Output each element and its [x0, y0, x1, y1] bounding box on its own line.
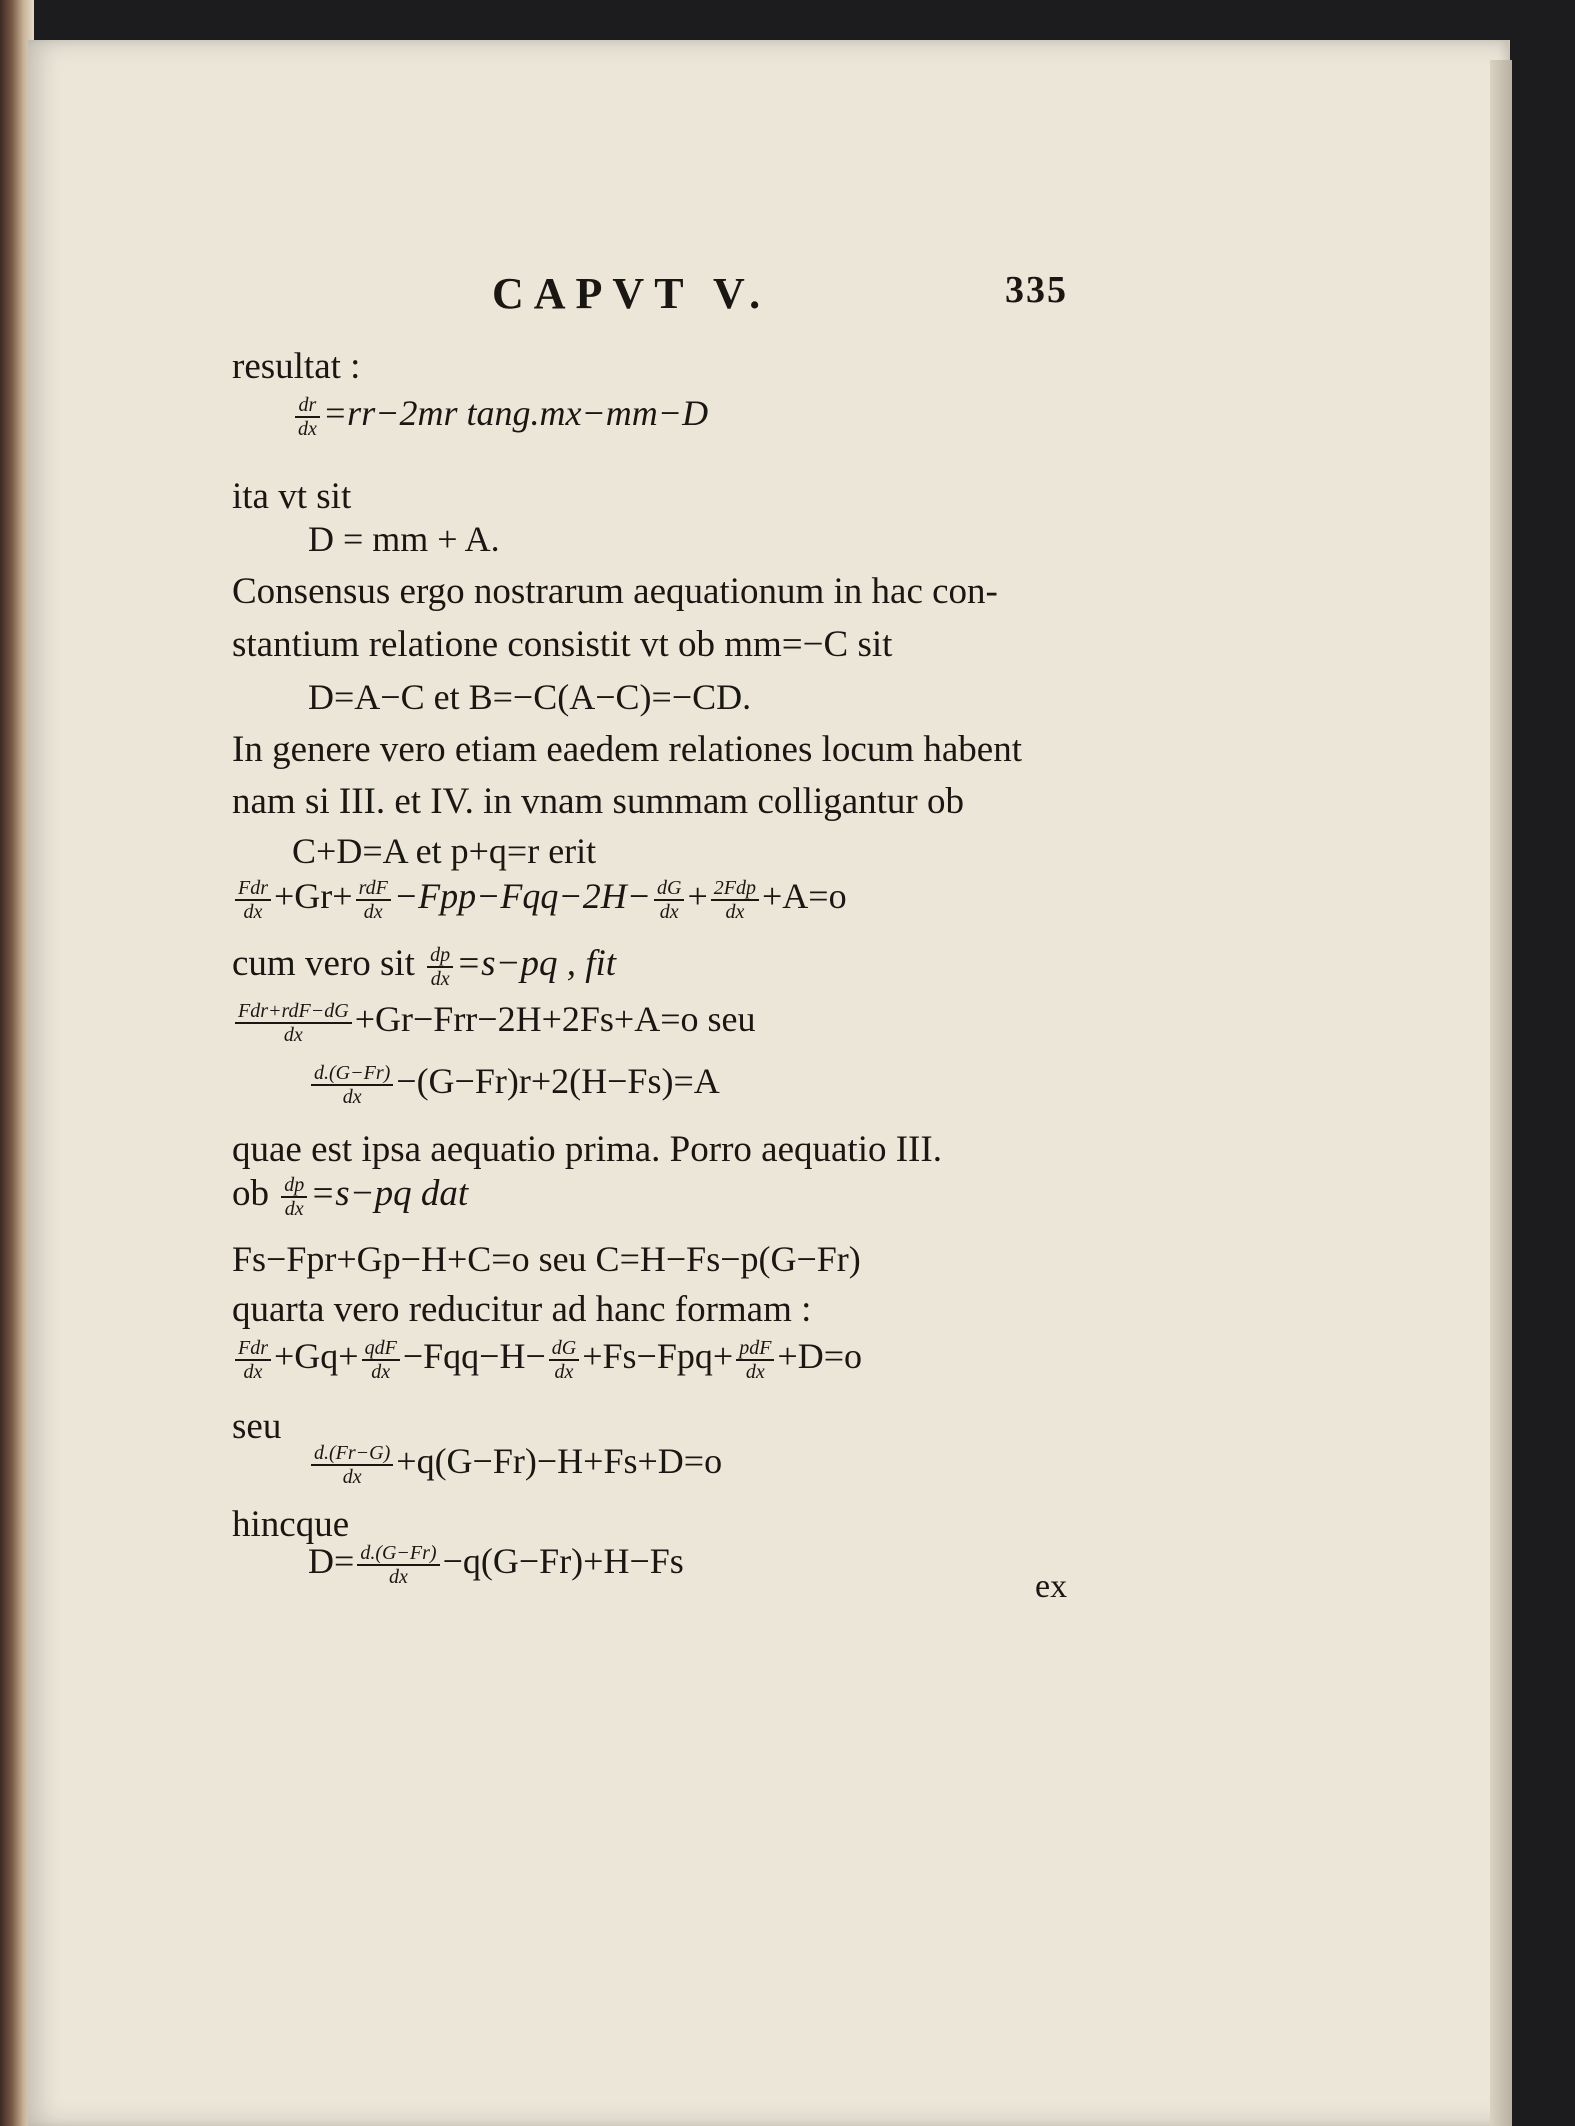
equation-line: $\frac{d.(Fr-G)}{dx}$ +q(G−Fr)−H+Fs+D=o	[308, 1440, 722, 1488]
fraction: $\frac{\text{Fdr}}{dx}$	[235, 877, 271, 923]
text-line: quae est ipsa aequatio prima. Porro aequatio III.	[232, 1129, 942, 1170]
fraction: $\frac{\text{Fdr+rdF−dG}}{dx}$	[235, 1000, 352, 1046]
fraction: $\frac{dG}{dx}$	[654, 877, 684, 923]
equation-line: D=A−C et B=−C(A−C)=−CD.	[308, 677, 752, 717]
page-edge-shadow	[1490, 60, 1512, 2126]
text-line: ita vt sit	[232, 476, 352, 517]
equation-line: D = mm + A.	[308, 519, 500, 559]
fraction: $\frac{\text{rdF}}{dx}$	[356, 877, 391, 923]
equation-line: $\frac{\text{Fdr+rdF−dG}}{dx}$ +Gr−Frr−2H+2Fs+A=o seu	[232, 998, 756, 1046]
text-line: cum vero sit $\frac{dp}{dx}$ =s−pq , fit	[232, 943, 617, 990]
running-head: CAPVT V.	[492, 269, 771, 318]
fraction: $\frac{\text{pdF}}{dx}$	[736, 1337, 774, 1383]
text-line: Consensus ergo nostrarum aequationum in hac con-	[232, 571, 998, 612]
page-number: 335	[1005, 269, 1068, 311]
text-line: resultat :	[232, 346, 361, 387]
text-line: ob $\frac{dp}{dx}$ =s−pq dat	[232, 1173, 469, 1220]
equation-line: Fs−Fpr+Gp−H+C=o seu C=H−Fs−p(G−Fr)	[232, 1239, 861, 1279]
equation-line: C+D=A et p+q=r erit	[292, 831, 597, 871]
page-header	[0, 268, 1575, 318]
text-line: hincque	[232, 1504, 350, 1545]
text-line: seu	[232, 1406, 282, 1447]
fraction: $\frac{\text{Fdr}}{dx}$	[235, 1337, 271, 1383]
equation-line: $\frac{d.(G-Fr)}{dx}$ −(G−Fr)r+2(H−Fs)=A	[308, 1060, 720, 1108]
equation-line: D= $\frac{d.(G-Fr)}{dx}$ −q(G−Fr)+H−Fs	[308, 1541, 684, 1588]
text-line: stantium relatione consistit vt ob mm=−C sit	[232, 624, 893, 665]
fraction: $\frac{d.(Fr-G)}{dx}$	[311, 1442, 393, 1488]
fraction: $\frac{\text{2Fdp}}{dx}$	[711, 877, 759, 923]
equation-line: $\frac{dr}{dx}$ =rr−2mr tang.mx−mm−D	[292, 392, 708, 440]
fraction: $\frac{d.(G-Fr)}{dx}$	[311, 1062, 393, 1108]
text-line: In genere vero etiam eaedem relationes locum habent	[232, 729, 1022, 770]
fraction: $\frac{dp}{dx}$	[427, 944, 453, 990]
text-line: nam si III. et IV. in vnam summam colligantur ob	[232, 781, 964, 822]
text-line: quarta vero reducitur ad hanc formam :	[232, 1289, 812, 1330]
equation-line: $\frac{\text{Fdr}}{dx}$ +Gq+ $\frac{\text{qdF}}{dx}$ −Fqq−H− $\frac{dG}{dx}$ +Fs−Fpq+ $\frac{\text{pdF}}{dx}$ +D=o	[232, 1335, 862, 1383]
fraction: $\frac{dr}{dx}$	[295, 394, 320, 440]
catchword: ex	[1035, 1568, 1068, 1605]
equation-line: $\frac{\text{Fdr}}{dx}$ +Gr+ $\frac{\text{rdF}}{dx}$ −Fpp−Fqq−2H− $\frac{dG}{dx}$ + $\frac{\text{2Fdp}}{dx}$ +A=o	[232, 875, 847, 923]
fraction: $\frac{dp}{dx}$	[281, 1174, 307, 1220]
fraction: $\frac{d.(G-Fr)}{dx}$	[357, 1542, 439, 1588]
fraction: $\frac{dG}{dx}$	[549, 1337, 579, 1383]
fraction: $\frac{\text{qdF}}{dx}$	[362, 1337, 400, 1383]
